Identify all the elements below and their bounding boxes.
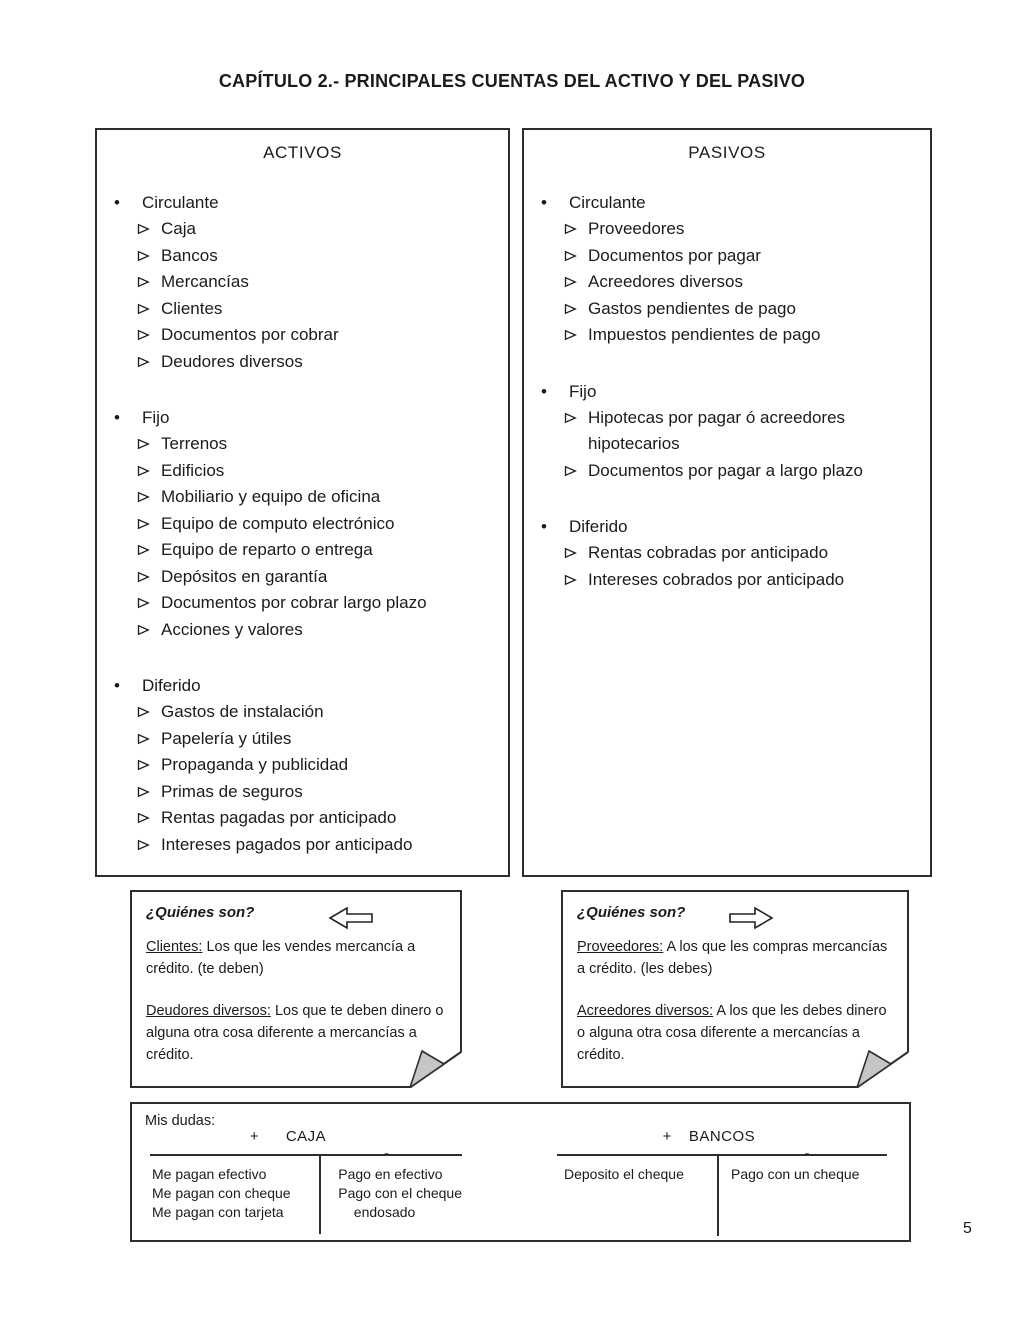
account-item [97, 752, 508, 779]
minus-sign: - [384, 1145, 389, 1162]
account-item [97, 269, 508, 296]
account-item [97, 726, 508, 753]
account-item-label: Gastos de instalación [161, 702, 324, 721]
bancos-debit-column [557, 1156, 717, 1236]
account-item [97, 296, 508, 323]
t-account-entry: Pago con el cheque [338, 1185, 462, 1201]
activos-panel [95, 128, 510, 877]
notes-right-panel [561, 890, 909, 1088]
group-label: Fijo [569, 381, 597, 401]
account-item [524, 322, 930, 349]
plus-sign: + [662, 1128, 672, 1145]
arrow-bullet-icon [564, 540, 588, 559]
folded-corner-icon [408, 1048, 462, 1088]
t-account-entry: Pago en efectivo [338, 1166, 443, 1182]
definition-entry [146, 936, 450, 980]
account-item [524, 216, 930, 243]
bullet-icon: • [114, 408, 120, 427]
arrow-bullet-icon [137, 779, 161, 798]
notes-left-heading: ¿Quiénes son? [146, 904, 255, 921]
activos-list [97, 189, 508, 858]
account-item-label: Deudores diversos [161, 351, 303, 371]
arrow-bullet-icon [137, 216, 161, 235]
account-item-label: Papelería y útiles [161, 728, 292, 748]
arrow-bullet-icon [564, 216, 588, 235]
account-group [524, 513, 930, 593]
caja-t-header [150, 1128, 462, 1162]
definition-term: Clientes: [146, 939, 203, 955]
account-item [524, 296, 930, 323]
bullet-icon: • [541, 517, 547, 536]
group-label-row [97, 404, 508, 431]
t-account-entry: Deposito el cheque [564, 1166, 684, 1182]
account-item-label: Documentos por cobrar largo plazo [161, 593, 427, 612]
account-item [97, 511, 508, 538]
arrow-bullet-icon [564, 567, 588, 586]
account-item [524, 567, 930, 594]
doubts-panel [130, 1102, 911, 1242]
account-item-label: Edificios [161, 460, 225, 480]
account-item [97, 216, 508, 243]
account-item [97, 564, 508, 591]
account-item [97, 243, 508, 270]
arrow-bullet-icon [137, 511, 161, 530]
group-label-row [524, 378, 930, 405]
notes-right-entries [577, 936, 897, 1066]
pasivos-panel [522, 128, 932, 877]
account-item-label: Terrenos [161, 434, 228, 453]
arrow-bullet-icon [137, 617, 161, 636]
doubts-label: Mis dudas: [145, 1113, 216, 1129]
account-item [97, 805, 508, 832]
account-item [97, 537, 508, 564]
account-item [524, 458, 930, 485]
arrow-bullet-icon [137, 322, 161, 341]
arrow-bullet-icon [137, 269, 161, 288]
notes-left-panel [130, 890, 462, 1088]
bullet-icon: • [114, 193, 120, 212]
arrow-bullet-icon [137, 349, 161, 368]
definition-text: Los que te deben dinero o alguna otra cosa diferente a mercancías a crédito. [146, 1003, 444, 1063]
account-item-label: Bancos [161, 245, 218, 265]
arrow-bullet-icon [564, 269, 588, 288]
bancos-account-name: BANCOS [688, 1128, 756, 1145]
account-item [97, 484, 508, 511]
account-group [524, 378, 930, 485]
account-item [97, 349, 508, 376]
caja-debit-column [150, 1156, 319, 1234]
definition-entry [577, 1000, 897, 1066]
account-item-label: Documentos por cobrar [161, 325, 339, 344]
definition-text: Los que les vendes mercancía a crédito. (te deben) [146, 939, 416, 977]
arrow-bullet-icon [564, 243, 588, 262]
arrow-bullet-icon [137, 537, 161, 556]
arrow-bullet-icon [137, 484, 161, 503]
group-label: Circulante [569, 193, 646, 212]
arrow-bullet-icon [137, 296, 161, 315]
notes-left-entries [146, 936, 450, 1066]
account-item-label: Intereses pagados por anticipado [161, 834, 413, 854]
account-item-label: Clientes [161, 298, 223, 318]
bancos-t-body [557, 1154, 887, 1236]
account-item [524, 405, 930, 458]
account-item-label: Gastos pendientes de pago [588, 298, 796, 318]
definition-entry [146, 1000, 450, 1066]
group-label-row [524, 189, 930, 216]
account-item-label: Proveedores [588, 219, 685, 238]
group-label: Diferido [569, 517, 628, 536]
account-item [97, 322, 508, 349]
arrow-bullet-icon [137, 805, 161, 824]
caja-t-body [150, 1154, 462, 1234]
notes-right-heading: ¿Quiénes son? [577, 904, 686, 921]
arrow-bullet-icon [137, 564, 161, 583]
bancos-credit-column [717, 1156, 887, 1236]
bullet-icon: • [114, 676, 120, 695]
group-label: Fijo [142, 408, 170, 427]
account-item-label: Rentas cobradas por anticipado [588, 543, 829, 562]
account-item [97, 590, 508, 617]
account-item [524, 243, 930, 270]
account-item-label: Depósitos en garantía [161, 566, 328, 586]
account-item [97, 779, 508, 806]
group-label-row [97, 672, 508, 699]
arrow-bullet-icon [564, 296, 588, 315]
account-item [97, 832, 508, 859]
group-label-row [97, 189, 508, 216]
arrow-bullet-icon [137, 590, 161, 609]
bancos-t-account [557, 1128, 887, 1236]
account-item [97, 458, 508, 485]
definition-term: Acreedores diversos: [577, 1003, 714, 1019]
minus-sign: - [804, 1145, 810, 1162]
account-item-label: Propaganda y publicidad [161, 755, 349, 774]
account-item-label: Acreedores diversos [588, 272, 743, 291]
account-item-label: Equipo de reparto o entrega [161, 540, 373, 559]
account-item [97, 699, 508, 726]
account-item [524, 269, 930, 296]
account-item-label: Mobiliario y equipo de oficina [161, 487, 381, 506]
caja-account-name: CAJA [285, 1128, 327, 1145]
arrow-bullet-icon [137, 752, 161, 771]
pasivos-header: PASIVOS [688, 143, 766, 162]
arrow-bullet-icon [564, 405, 588, 424]
account-item [97, 617, 508, 644]
account-item-label: Documentos por pagar a largo plazo [588, 460, 863, 480]
account-item-label: Mercancías [161, 272, 249, 291]
t-account-entry: Me pagan con cheque [152, 1185, 291, 1201]
arrow-bullet-icon [564, 322, 588, 341]
account-group [97, 672, 508, 858]
caja-credit-column [319, 1156, 462, 1234]
pasivos-list [524, 189, 930, 593]
definition-text: A los que les compras mercancías a crédito. (les debes) [577, 939, 888, 977]
arrow-bullet-icon [137, 832, 161, 851]
folded-corner-icon [855, 1048, 909, 1088]
definition-term: Deudores diversos: [146, 1003, 271, 1019]
account-item-label: Acciones y valores [161, 619, 303, 639]
account-item [524, 540, 930, 567]
account-item-label: Equipo de computo electrónico [161, 513, 395, 533]
t-account-entry: Me pagan con tarjeta [152, 1204, 284, 1220]
account-item-label: Primas de seguros [161, 781, 303, 801]
account-item-label: Hipotecas por pagar ó acreedores hipotecarios [588, 407, 846, 453]
arrow-bullet-icon [564, 458, 588, 477]
group-label: Circulante [142, 193, 219, 212]
account-group [97, 189, 508, 375]
definition-text: A los que les debes dinero o alguna otra cosa diferente a mercancías a crédito. [577, 1003, 887, 1063]
account-item-label: Intereses cobrados por anticipado [588, 569, 845, 589]
plus-sign: + [249, 1128, 259, 1145]
bullet-icon: • [541, 193, 547, 212]
arrow-bullet-icon [137, 431, 161, 450]
account-item [97, 431, 508, 458]
account-item-label: Caja [161, 219, 196, 238]
block-arrow-right-icon [728, 905, 774, 936]
t-account-entry: Pago con un cheque [731, 1166, 860, 1182]
caja-t-account [150, 1128, 462, 1234]
arrow-bullet-icon [137, 243, 161, 262]
page-title: CAPÍTULO 2.- PRINCIPALES CUENTAS DEL ACTIVO Y DEL PASIVO [218, 71, 806, 91]
t-account-entry: endosado [338, 1204, 416, 1220]
arrow-bullet-icon [137, 726, 161, 745]
t-account-entry: Me pagan efectivo [152, 1166, 267, 1182]
account-item-label: Rentas pagadas por anticipado [161, 808, 397, 827]
arrow-bullet-icon [137, 458, 161, 477]
account-item-label: Impuestos pendientes de pago [588, 325, 821, 344]
group-label-row [524, 513, 930, 540]
activos-header: ACTIVOS [263, 143, 342, 162]
group-label: Diferido [142, 676, 201, 695]
page-number: 5 [963, 1220, 972, 1237]
account-item-label: Documentos por pagar [588, 245, 761, 265]
bullet-icon: • [541, 381, 547, 401]
account-group [524, 189, 930, 349]
block-arrow-left-icon [328, 905, 374, 936]
arrow-bullet-icon [137, 699, 161, 718]
definition-term: Proveedores: [577, 939, 664, 955]
definition-entry [577, 936, 897, 980]
bancos-t-header [557, 1128, 887, 1162]
account-group [97, 404, 508, 643]
